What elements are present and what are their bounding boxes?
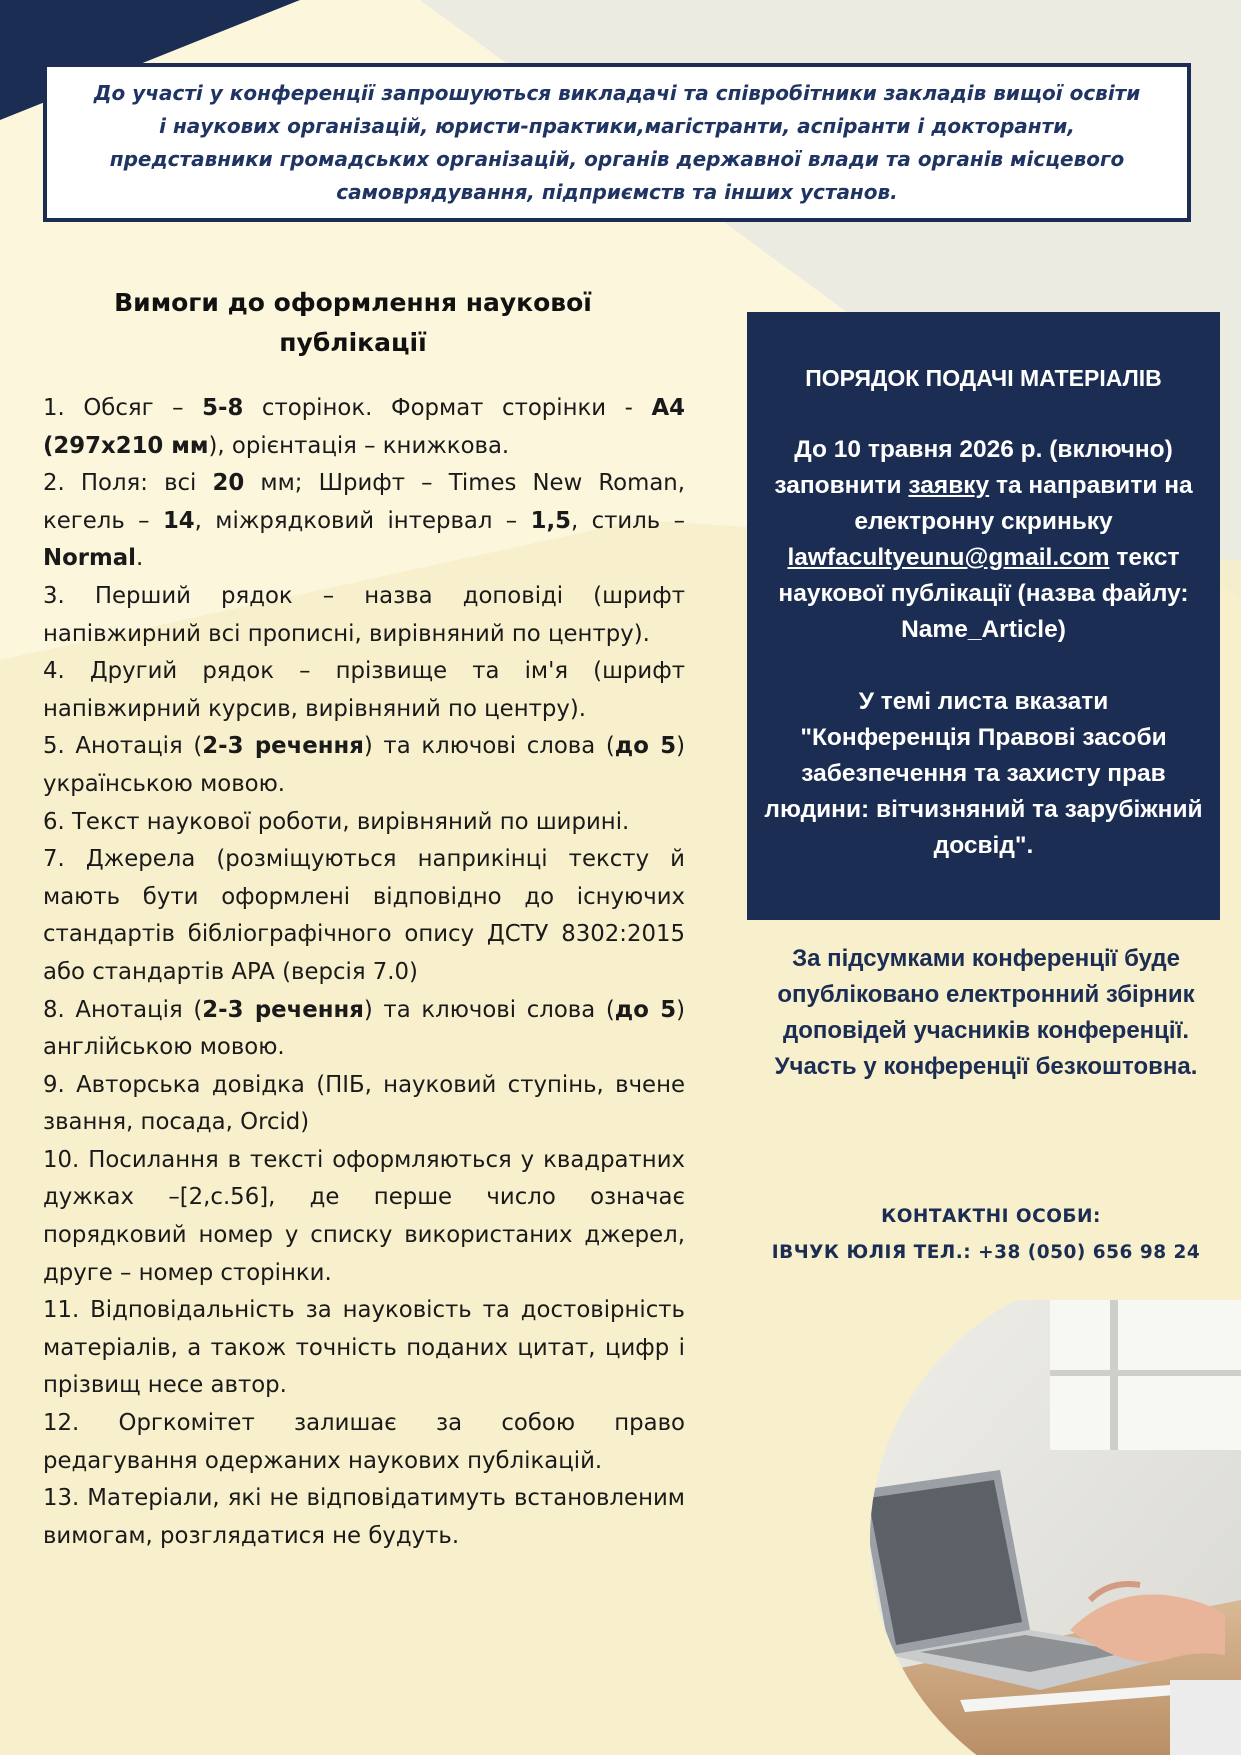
requirement-text: Normal: [43, 545, 136, 572]
subject-end: досвід".: [933, 832, 1034, 859]
requirement-item: [43, 804, 685, 842]
subject-block: [757, 684, 1210, 864]
requirement-text: 9. Авторська довідка (ПІБ, науковий ступінь, вчене звання, посада, Orcid): [43, 1071, 685, 1136]
requirement-text: ), орієнтація – книжкова.: [208, 432, 510, 459]
intro-box: [43, 63, 1191, 222]
requirement-item: [43, 992, 685, 1067]
requirement-text: ) англійською мовою.: [43, 996, 686, 1061]
requirement-item: [43, 653, 685, 728]
requirement-text: , стиль –: [570, 507, 685, 534]
deadline-text: До 10 травня 2026 р. (включно): [794, 436, 1173, 463]
requirement-text: 7. Джерела (розміщуються наприкінці тексту й мають бути оформлені відповідно до існуючих стандартів бібліографічного опису ДСТУ 8302:2015 або стандартів APA (версія 7.0): [43, 846, 685, 985]
contacts-title: КОНТАКТНІ ОСОБИ:: [881, 1206, 1101, 1227]
requirement-item: [43, 465, 685, 578]
requirement-text: 12. Оргкомітет залишає за собою право редагування одержаних наукових публікацій.: [43, 1410, 685, 1474]
requirement-text: 14: [162, 507, 195, 534]
requirement-text: до 5: [614, 996, 677, 1023]
requirement-text: 1. Обсяг –: [43, 395, 203, 421]
requirement-text: А4 (297х210 мм: [43, 395, 686, 459]
submission-title: ПОРЯДОК ПОДАЧІ МАТЕРІАЛІВ: [805, 365, 1162, 391]
fill-prefix: заповнити: [774, 472, 909, 499]
results-text: За підсумками конференції буде опубліковано електронний збірник доповідей учасників конференції. Участь у конференції безкоштовна.: [774, 945, 1198, 1080]
requirement-item: [43, 1405, 685, 1480]
requirement-item: [43, 578, 685, 653]
requirement-text: 20: [212, 470, 245, 497]
submission-panel: [747, 312, 1220, 920]
requirement-text: ) та ключові слова (: [363, 733, 615, 760]
requirement-item: [43, 1292, 685, 1405]
requirement-text: 1,5: [530, 507, 571, 534]
requirement-text: 5. Анотація (: [43, 733, 203, 760]
requirement-text: .: [135, 545, 144, 572]
requirements-title: Вимоги до оформлення наукової публікації: [114, 288, 592, 357]
subject-intro: У темі листа вказати: [858, 688, 1109, 715]
requirement-text: 13. Матеріали, які не відповідатимуть встановленим вимогам, розглядатися не будуть.: [43, 1485, 685, 1549]
requirement-text: 2-3 речення: [202, 733, 364, 760]
requirement-text: 6. Текст наукової роботи, вирівняний по ширині.: [43, 808, 630, 835]
subject-text: "Конференція Правові засоби забезпечення та захисту прав людини: вітчизняний та зарубіжний: [764, 724, 1203, 823]
requirement-text: 8. Анотація (: [43, 996, 203, 1023]
contact-line: ІВЧУК ЮЛІЯ ТЕЛ.: +38 (050) 656 98 24: [771, 1242, 1201, 1263]
requirement-text: 5-8: [202, 395, 244, 421]
requirement-item: [43, 1067, 685, 1142]
requirement-item: [43, 1480, 685, 1555]
requirement-text: до 5: [614, 733, 677, 760]
contacts: [757, 1199, 1215, 1271]
laptop-photo: [840, 1300, 1241, 1755]
requirement-text: 2. Поля: всі: [43, 470, 213, 497]
application-link[interactable]: заявку: [908, 472, 990, 499]
email-link[interactable]: lawfacultyeunu@gmail.com: [787, 544, 1110, 571]
requirement-item: [43, 841, 685, 991]
requirement-text: ) українською мовою.: [43, 733, 686, 797]
requirement-text: ) та ключові слова (: [363, 996, 615, 1023]
requirement-text: 4. Другий рядок – прізвище та ім'я (шрифт напівжирний курсив, вирівняний по центру).: [43, 658, 685, 722]
requirement-text: 11. Відповідальність за науковість та достовірність матеріалів, а також точність поданих цитат, цифр і прізвищ несе автор.: [43, 1297, 685, 1399]
fill-suffix: та направити на електронну скриньку: [854, 472, 1193, 535]
requirement-item: [43, 1142, 685, 1292]
intro-text: До участі у конференції запрошуються викладачі та співробітники закладів вищої освіти і наукових організацій, юристи-практики,магістранти, аспіранти і докторанти, представники громадських організацій, органів державної влади та органів місцевого самоврядування, підприємств та інших установ.: [93, 80, 1141, 204]
requirement-text: мм; Шрифт – Times New Roman, кегель –: [43, 470, 685, 534]
requirement-item: [43, 390, 685, 465]
requirement-text: 3. Перший рядок – назва доповіді (шрифт напівжирний всі прописні, вирівняний по центру).: [43, 582, 685, 647]
requirement-text: 2-3 речення: [202, 996, 364, 1023]
submission-instructions: [757, 432, 1210, 648]
requirement-item: [43, 728, 685, 803]
requirements-list: [43, 390, 685, 1555]
requirement-text: , міжрядковий інтервал –: [194, 507, 531, 534]
after-email-text: текст наукової публікації (назва файлу: Name_Article): [778, 544, 1189, 643]
requirement-text: 10. Посилання в тексті оформляються у квадратних дужках –[2,с.56], де перше число означає порядковий номер у списку використаних джерел, друге – номер сторінки.: [43, 1146, 685, 1286]
requirement-text: сторінок. Формат сторінки -: [243, 395, 652, 421]
